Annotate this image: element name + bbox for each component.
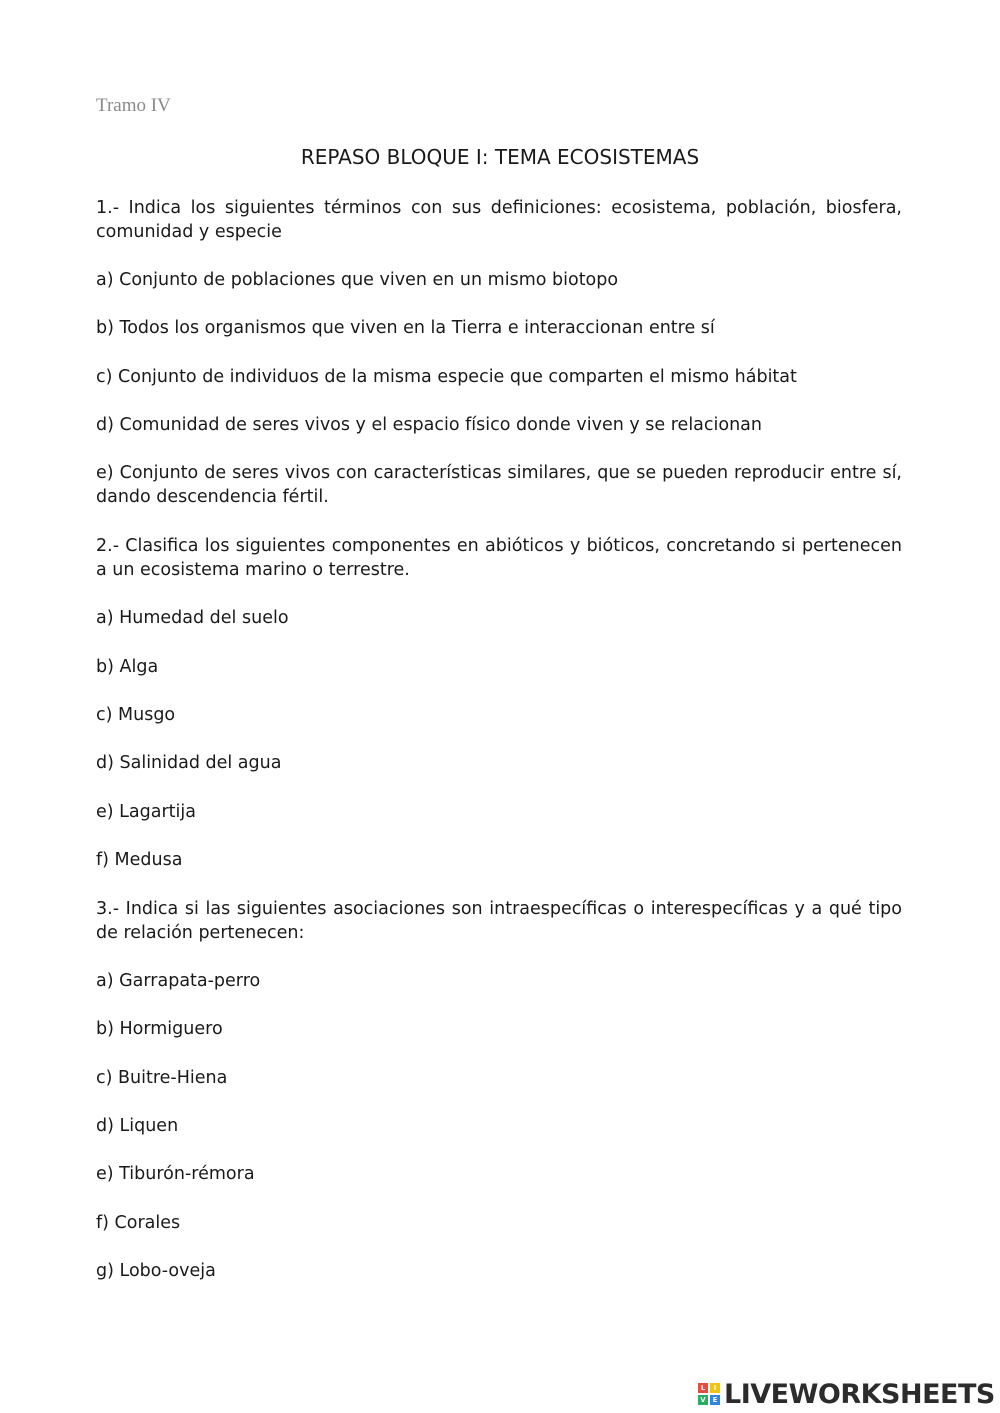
question-2-prompt: 2.- Clasifica los siguientes componentes en abióticos y bióticos, concretando si pertenecen a un ecosistema marino o terrestre.	[96, 536, 902, 580]
question-3-item-e: e) Tiburón-rémora	[96, 1164, 255, 1184]
question-1-prompt: 1.- Indica los siguientes términos con sus definiciones: ecosistema, población, biosfera, comunidad y especie	[96, 198, 902, 242]
question-2-item-c: c) Musgo	[96, 705, 176, 725]
question-1-item-b: b) Todos los organismos que viven en la Tierra e interaccionan entre sí	[96, 318, 715, 338]
question-1-item-e: e) Conjunto de seres vivos con características similares, que se pueden reproducir entre sí, dando descendencia fértil.	[96, 463, 902, 507]
page-title: REPASO BLOQUE I: TEMA ECOSISTEMAS	[300, 145, 700, 169]
question-1-item-a: a) Conjunto de poblaciones que viven en un mismo biotopo	[96, 270, 619, 290]
question-2-item-d: d) Salinidad del agua	[96, 753, 282, 773]
question-2-item-b: b) Alga	[96, 657, 159, 677]
question-3-item-f: f) Corales	[96, 1213, 181, 1233]
logo-tile: L	[698, 1383, 708, 1393]
question-3-item-d: d) Liquen	[96, 1116, 179, 1136]
logo-text: LIVEWORKSHEETS	[724, 1378, 995, 1410]
logo-tile: I	[710, 1383, 720, 1393]
question-1-item-c: c) Conjunto de individuos de la misma especie que comparten el mismo hábitat	[96, 367, 797, 387]
question-3-item-b: b) Hormiguero	[96, 1019, 223, 1039]
question-2-item-a: a) Humedad del suelo	[96, 608, 289, 628]
question-3-item-c: c) Buitre-Hiena	[96, 1068, 228, 1088]
liveworksheets-logo	[698, 1378, 995, 1410]
logo-tile: E	[710, 1395, 720, 1405]
question-3-prompt: 3.- Indica si las siguientes asociaciones son intraespecíficas o interespecíficas y a qué tipo de relación pertenecen:	[96, 899, 902, 943]
logo-tiles-icon	[698, 1383, 720, 1405]
logo-tile: V	[698, 1395, 708, 1405]
question-2-item-f: f) Medusa	[96, 850, 183, 870]
question-3-item-g: g) Lobo-oveja	[96, 1261, 216, 1281]
question-3-item-a: a) Garrapata-perro	[96, 971, 261, 991]
question-2-item-e: e) Lagartija	[96, 802, 196, 822]
page-header: Tramo IV	[96, 95, 171, 116]
question-1-item-d: d) Comunidad de seres vivos y el espacio físico donde viven y se relacionan	[96, 415, 762, 435]
